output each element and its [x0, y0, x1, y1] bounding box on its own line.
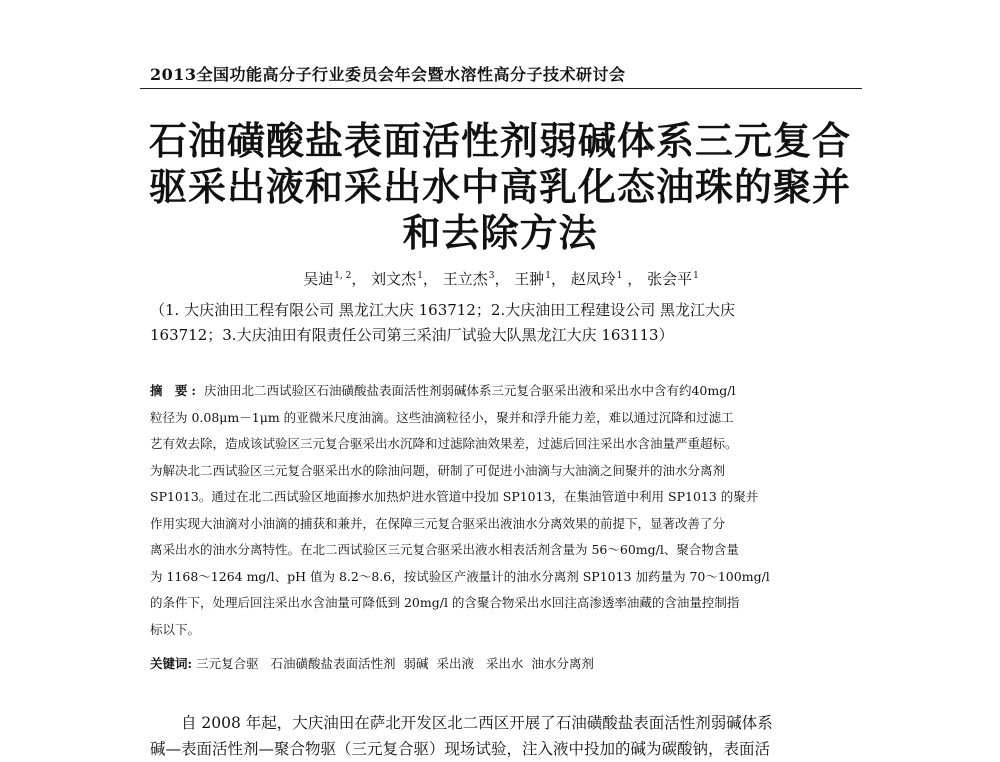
author-name: 王翀: [514, 270, 545, 288]
keywords-label: 关键词:: [150, 656, 193, 671]
author-name: 刘文杰: [371, 270, 417, 288]
author-affiliation-mark: 3: [488, 271, 495, 281]
title-line: 驱采出液和采出水中高乳化态油珠的聚并: [148, 164, 851, 209]
running-header: 2013全国功能高分子行业委员会年会暨水溶性高分子技术研讨会: [150, 65, 626, 84]
body-line: 碱—表面活性剂—聚合物驱（三元复合驱）现场试验，注入液中投加的碱为碳酸钠，表面活: [150, 740, 771, 758]
abstract-line: 艺有效去除，造成该试验区三元复合驱采出水沉降和过滤除油效果差，过滤后回注采出水含油量严重超标。: [150, 436, 738, 451]
author-affiliation-mark: 1: [417, 271, 423, 281]
keyword: 油水分离剂: [531, 656, 594, 671]
title-line: 石油磺酸盐表面活性剂弱碱体系三元复合: [148, 118, 851, 163]
body-text: [150, 710, 862, 762]
abstract-line: 的条件下，处理后回注采出水含油量可降低到 20mg/l 的含聚合物采出水回注高渗透率油藏的含油量控制指: [150, 595, 740, 610]
affiliation-line: （1. 大庆油田工程有限公司 黑龙江大庆 163712；2.大庆油田工程建设公司 黑龙江大庆: [150, 301, 735, 319]
author-list: 吴迪$^{1, 2}$， 刘文杰$^1$， 王立杰$^3$， 王翀$^1$， 赵凤玲$^1$ ， 张会平$^1$: [303, 270, 699, 288]
abstract-line: 为 1168～1264 mg/l、pH 值为 8.2～8.6，按试验区产液量计的油水分离剂 SP1013 加药量为 70～100mg/l: [150, 568, 770, 584]
keyword: 石油磺酸盐表面活性剂: [270, 656, 396, 671]
affiliation-line: 163712；3.大庆油田有限责任公司第三采油厂试验大队黑龙江大庆 163113）: [150, 326, 674, 344]
author-affiliation-mark: 1, 2: [334, 271, 352, 281]
abstract-line: [150, 378, 862, 405]
keywords: [150, 654, 862, 672]
author-affiliation-mark: 1: [616, 271, 623, 281]
abstract-line: 粒径为 0.08μm－1μm 的亚微米尺度油滴。这些油滴粒径小，聚并和浮升能力差，难以通过沉降和过滤工: [150, 409, 734, 425]
author-name: 赵凤玲: [570, 270, 616, 288]
abstract: [150, 378, 862, 643]
author-name: 吴迪: [303, 270, 334, 288]
abstract-label: 摘 要:: [150, 383, 200, 398]
abstract-line: SP1013。通过在北二西试验区地面掺水加热炉进水管道中投加 SP1013，在集油管道中利用 SP1013 的聚并: [150, 489, 759, 504]
keyword: 弱碱: [403, 656, 429, 671]
header-rule: [140, 88, 862, 89]
abstract-line: 作用实现大油滴对小油滴的捕获和兼并，在保障三元复合驱采出液油水分离效果的前提下，显著改善了分: [150, 515, 726, 531]
author-name: 王立杰: [442, 270, 488, 288]
abstract-line: 离采出水的油水分离特性。在北二西试验区三元复合驱采出液水相表活剂含量为 56～60mg/l、聚合物含量: [150, 542, 739, 557]
abstract-line: 为解决北二西试验区三元复合驱采出水的除油问题，研制了可促进小油滴与大油滴之间聚并的油水分离剂: [150, 462, 726, 478]
affiliations: [150, 298, 862, 348]
author-name: 张会平: [647, 270, 693, 288]
abstract-text: 庆油田北二西试验区石油磺酸盐表面活性剂弱碱体系三元复合驱采出液和采出水中含有约40mg/l: [203, 383, 736, 398]
keyword: 采出液: [436, 656, 474, 671]
keyword: 三元复合驱: [196, 656, 259, 671]
keyword: 采出水: [485, 656, 524, 671]
paper-title: [130, 118, 870, 256]
abstract-line: 标以下。: [150, 621, 201, 637]
body-line: 自 2008 年起，大庆油田在萨北开发区北二西区开展了石油磺酸盐表面活性剂弱碱体系: [181, 714, 773, 732]
author-affiliation-mark: 1: [693, 271, 699, 281]
author-affiliation-mark: 1: [545, 271, 551, 281]
title-line: 和去除方法: [402, 210, 598, 255]
